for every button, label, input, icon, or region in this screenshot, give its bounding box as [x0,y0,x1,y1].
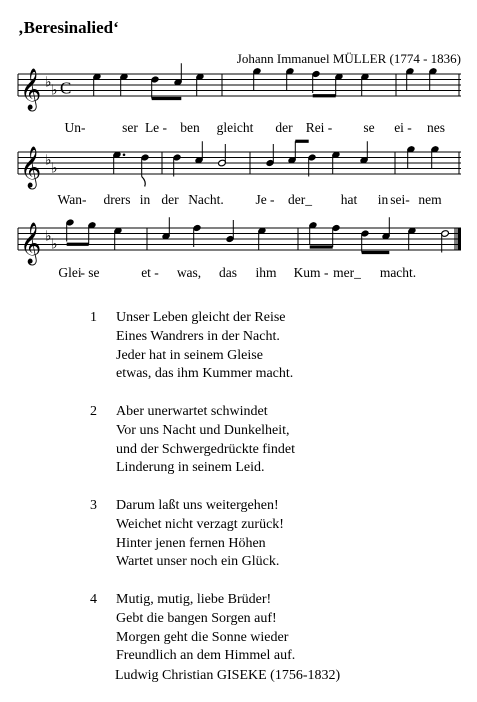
lyric-syllable: in [377,192,389,207]
verse-line: Hinter jenen fernen Höhen [116,535,266,551]
verse-line: Aber unerwartet schwindet [116,403,268,419]
verse [90,497,295,572]
lyric-syllable: der [275,120,293,135]
verse-line: Jeder hat in seinem Gleise [116,347,263,363]
verse-number: 1 [90,310,97,325]
key-signature-flat: ♭ [45,229,52,245]
lyric-syllable: ser [122,120,138,135]
lyric-syllable: nem [418,192,442,207]
lyric-syllable: der_ [288,192,312,207]
verse-number: 3 [90,497,97,513]
lyric-syllable: was, [176,265,202,280]
key-signature-flat: ♭ [51,237,58,253]
note-dot [123,153,126,156]
treble-clef: 𝄞 [20,147,42,187]
lyric-syllable: ihm [255,265,277,280]
lyric-syllable: hat [340,192,358,207]
lyric-syllable: se [363,120,375,135]
verse [90,309,295,384]
lyric-syllable: Un- [64,120,86,135]
song-title: ‚Beresinalied‘ [18,18,119,37]
lyric-syllable: Glei [58,265,82,280]
key-signature-flat: ♭ [45,75,52,91]
lyric-syllable: der [161,192,179,207]
note-flag [142,177,146,187]
lyric-syllable: mer_ [333,265,361,280]
verse-line: Darum laßt uns weitergehen! [116,497,279,513]
lyric-syllable: ei - [394,120,412,135]
lyric-syllable: nes [427,120,445,135]
lyric-syllable: das [219,265,237,280]
verse-line: und der Schwergedrückte findet [116,441,295,457]
lyric-syllable: - se [80,265,100,280]
verse-line: Wartet unser noch ein Glück. [116,554,280,570]
composer-credit: Johann Immanuel MÜLLER (1774 - 1836) [236,51,461,66]
verse-line: Mutig, mutig, liebe Brüder! [116,591,272,607]
time-signature: C [60,78,72,98]
lyric-syllable: ben [180,120,200,135]
lyric-syllable: Rei - [305,120,333,135]
lyric-syllable: in [139,192,151,207]
verse-line: Gebt die bangen Sorgen auf! [116,610,277,626]
verse-line: Vor uns Nacht und Dunkelheit, [116,422,290,438]
lyric-syllable: macht. [379,265,417,280]
verse-line: Unser Leben gleicht der Reise [116,310,286,325]
lyric-syllable: sei- [390,192,410,207]
lyric-syllable: drers [103,192,131,207]
lyric-syllable: Je - [255,192,275,207]
lyric-syllable: gleicht [216,120,254,135]
verse-line: Freundlich an dem Himmel auf. [116,648,296,664]
lyric-syllable: et - [141,265,159,280]
verse-line: Eines Wandrers in der Nacht. [116,328,280,344]
treble-clef: 𝄞 [20,69,42,109]
lyric-syllable: Wan- [57,192,87,207]
lyricist-credit: Ludwig Christian GISEKE (1756-1832) [115,668,341,683]
lyric-syllable: Nacht. [188,192,224,207]
verse-number: 2 [90,403,97,419]
verse-line: Weichet nicht verzagt zurück! [116,516,284,532]
key-signature-flat: ♭ [45,153,52,169]
lyric-syllable: Kum - [293,265,329,280]
verse-line: Linderung in seinem Leid. [116,460,265,476]
verse-number: 4 [90,591,97,607]
key-signature-flat: ♭ [51,161,58,177]
treble-clef: 𝄞 [20,223,42,263]
sheet-music [0,0,477,300]
verses [90,309,295,685]
key-signature-flat: ♭ [51,83,58,99]
verse [90,403,295,478]
lyric-syllable: Le - [144,120,168,135]
verse-line: Morgen geht die Sonne wieder [116,629,289,645]
verse-line: etwas, das ihm Kummer macht. [116,366,294,382]
verse [90,591,295,666]
